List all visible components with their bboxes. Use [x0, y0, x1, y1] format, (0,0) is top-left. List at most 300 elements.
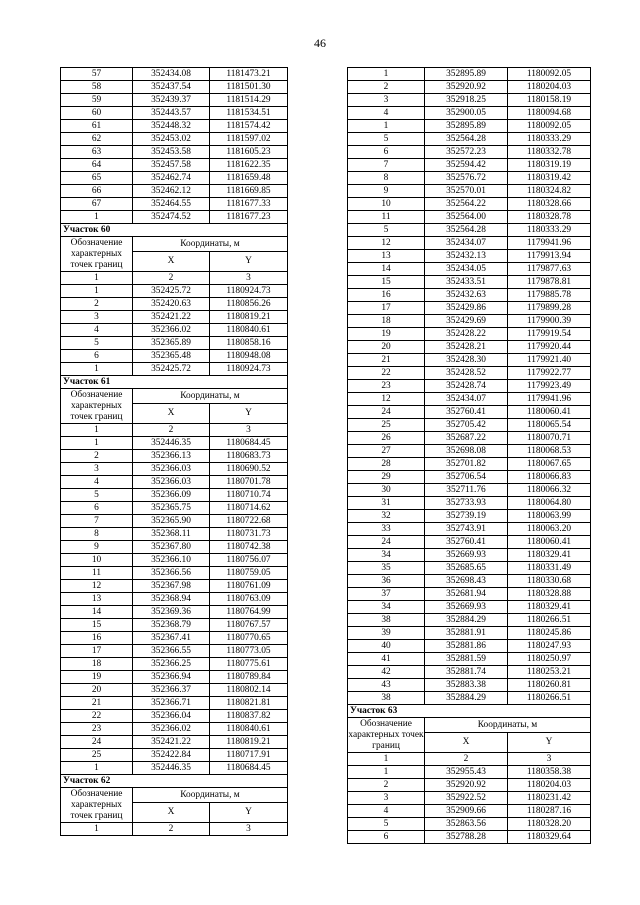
y-coordinate-cell: 1180683.73 [210, 450, 288, 463]
y-coordinate-cell: 1180717.91 [210, 749, 288, 762]
point-number-cell: 41 [348, 653, 425, 666]
y-coordinate-cell: 1180731.73 [210, 528, 288, 541]
table-row [348, 831, 591, 844]
x-coordinate-cell: 352884.29 [425, 614, 508, 627]
table-row [61, 476, 288, 489]
y-coordinate-cell: 1180767.57 [210, 619, 288, 632]
section-title-row [61, 775, 288, 788]
x-coordinate-cell: 352457.58 [133, 159, 210, 172]
x-coordinate-cell: 352884.29 [425, 692, 508, 705]
y-coordinate-cell: 1180092.05 [508, 120, 591, 133]
table-row [348, 588, 591, 601]
point-number-cell: 26 [348, 432, 425, 445]
point-number-cell: 43 [348, 679, 425, 692]
table-row [61, 107, 288, 120]
column-number: 2 [133, 272, 210, 285]
x-coordinate-cell: 352369.36 [133, 606, 210, 619]
x-coordinate-cell: 352920.92 [425, 779, 508, 792]
point-number-cell: 1 [61, 437, 133, 450]
point-number-cell: 24 [348, 406, 425, 419]
x-coordinate-cell: 352955.43 [425, 766, 508, 779]
x-coordinate-cell: 352705.42 [425, 419, 508, 432]
y-coordinate-cell: 1180063.99 [508, 510, 591, 523]
x-coordinate-cell: 352920.92 [425, 81, 508, 94]
table-row [348, 315, 591, 328]
y-coordinate-cell: 1180948.08 [210, 350, 288, 363]
x-coordinate-cell: 352453.58 [133, 146, 210, 159]
x-coordinate-cell: 352366.56 [133, 567, 210, 580]
point-number-cell: 21 [61, 697, 133, 710]
y-coordinate-cell: 1179923.49 [508, 380, 591, 393]
x-coordinate-cell: 352788.28 [425, 831, 508, 844]
x-coordinate-cell: 352437.54 [133, 81, 210, 94]
x-coordinate-cell: 352453.02 [133, 133, 210, 146]
y-coordinate-cell: 1180158.19 [508, 94, 591, 107]
y-coordinate-cell: 1181605.23 [210, 146, 288, 159]
x-header: X [133, 404, 210, 424]
point-number-cell: 19 [61, 671, 133, 684]
table-row [348, 766, 591, 779]
column-number: 3 [508, 753, 591, 766]
x-coordinate-cell: 352564.00 [425, 211, 508, 224]
point-number-cell: 1 [348, 766, 425, 779]
y-header: Y [508, 733, 591, 753]
table-row [61, 450, 288, 463]
table-row [61, 172, 288, 185]
table-row [61, 645, 288, 658]
x-coordinate-cell: 352365.75 [133, 502, 210, 515]
y-coordinate-cell: 1180066.83 [508, 471, 591, 484]
x-coordinate-cell: 352434.07 [425, 393, 508, 406]
x-coordinate-cell: 352900.05 [425, 107, 508, 120]
point-number-cell: 3 [61, 463, 133, 476]
y-coordinate-cell: 1180328.88 [508, 588, 591, 601]
x-coordinate-cell: 352739.19 [425, 510, 508, 523]
y-coordinate-cell: 1180690.52 [210, 463, 288, 476]
table-row [348, 818, 591, 831]
y-coordinate-cell: 1180329.64 [508, 831, 591, 844]
table-row [61, 658, 288, 671]
y-coordinate-cell: 1181514.29 [210, 94, 288, 107]
table-row [348, 484, 591, 497]
y-coordinate-cell: 1180231.42 [508, 792, 591, 805]
coordinates-header: Координаты, м [133, 389, 288, 404]
x-coordinate-cell: 352366.09 [133, 489, 210, 502]
table-row [348, 341, 591, 354]
table-row [61, 723, 288, 736]
point-number-cell: 7 [348, 159, 425, 172]
y-coordinate-cell: 1180092.05 [508, 68, 591, 81]
y-coordinate-cell: 1181597.02 [210, 133, 288, 146]
x-coordinate-cell: 352366.71 [133, 697, 210, 710]
point-number-cell: 4 [61, 324, 133, 337]
y-coordinate-cell: 1181473.21 [210, 68, 288, 81]
y-coordinate-cell: 1180684.45 [210, 762, 288, 775]
y-coordinate-cell: 1180066.32 [508, 484, 591, 497]
point-number-cell: 12 [61, 580, 133, 593]
y-coordinate-cell: 1180287.16 [508, 805, 591, 818]
table-row [348, 237, 591, 250]
table-row [348, 81, 591, 94]
table-row [61, 606, 288, 619]
designation-header: Обозначение характерных точек границ [61, 389, 133, 424]
table-row [348, 289, 591, 302]
table-row [348, 653, 591, 666]
x-coordinate-cell: 352760.41 [425, 406, 508, 419]
x-coordinate-cell: 352881.86 [425, 640, 508, 653]
y-coordinate-cell: 1181669.85 [210, 185, 288, 198]
x-coordinate-cell: 352366.10 [133, 554, 210, 567]
x-coordinate-cell: 352367.41 [133, 632, 210, 645]
y-coordinate-cell: 1180764.99 [210, 606, 288, 619]
y-coordinate-cell: 1180330.68 [508, 575, 591, 588]
table-row [61, 94, 288, 107]
table-row [348, 185, 591, 198]
header-row [61, 389, 288, 404]
table-row [61, 133, 288, 146]
x-coordinate-cell: 352366.94 [133, 671, 210, 684]
table-row [348, 263, 591, 276]
y-coordinate-cell: 1181677.33 [210, 198, 288, 211]
column-number: 2 [133, 424, 210, 437]
y-coordinate-cell: 1180761.09 [210, 580, 288, 593]
table-row [61, 324, 288, 337]
y-coordinate-cell: 1180333.29 [508, 133, 591, 146]
x-coordinate-cell: 352570.01 [425, 185, 508, 198]
x-coordinate-cell: 352564.22 [425, 198, 508, 211]
section-title-row [61, 224, 288, 237]
point-number-cell: 18 [61, 658, 133, 671]
x-coordinate-cell: 352366.04 [133, 710, 210, 723]
x-coordinate-cell: 352420.63 [133, 298, 210, 311]
x-coordinate-cell: 352367.80 [133, 541, 210, 554]
y-header: Y [210, 404, 288, 424]
x-coordinate-cell: 352576.72 [425, 172, 508, 185]
x-coordinate-cell: 352698.43 [425, 575, 508, 588]
y-coordinate-cell: 1180328.66 [508, 198, 591, 211]
x-coordinate-cell: 352863.56 [425, 818, 508, 831]
point-number-cell: 12 [348, 237, 425, 250]
point-number-cell: 33 [348, 523, 425, 536]
y-coordinate-cell: 1179941.96 [508, 237, 591, 250]
x-coordinate-cell: 352368.79 [133, 619, 210, 632]
y-coordinate-cell: 1179885.78 [508, 289, 591, 302]
y-coordinate-cell: 1180063.20 [508, 523, 591, 536]
header-row [348, 718, 591, 733]
x-coordinate-cell: 352421.22 [133, 311, 210, 324]
point-number-cell: 5 [348, 133, 425, 146]
y-coordinate-cell: 1180756.07 [210, 554, 288, 567]
table-row [61, 593, 288, 606]
point-number-cell: 27 [348, 445, 425, 458]
y-coordinate-cell: 1180701.78 [210, 476, 288, 489]
point-number-cell: 5 [61, 489, 133, 502]
table-row [61, 580, 288, 593]
table-row [61, 198, 288, 211]
y-coordinate-cell: 1180250.97 [508, 653, 591, 666]
table-row [61, 211, 288, 224]
table-row [61, 710, 288, 723]
table-row [348, 549, 591, 562]
table-row [348, 562, 591, 575]
section-title-row [61, 376, 288, 389]
designation-header: Обозначение характерных точек границ [61, 788, 133, 823]
y-coordinate-cell: 1179920.44 [508, 341, 591, 354]
point-number-cell: 14 [61, 606, 133, 619]
x-coordinate-cell: 352366.13 [133, 450, 210, 463]
y-coordinate-cell: 1180819.21 [210, 311, 288, 324]
point-number-cell: 17 [61, 645, 133, 658]
y-coordinate-cell: 1181659.48 [210, 172, 288, 185]
y-coordinate-cell: 1179900.39 [508, 315, 591, 328]
y-coordinate-cell: 1180070.71 [508, 432, 591, 445]
y-coordinate-cell: 1180789.84 [210, 671, 288, 684]
section-title-row [348, 705, 591, 718]
y-coordinate-cell: 1180722.68 [210, 515, 288, 528]
point-number-cell: 37 [348, 588, 425, 601]
table-row [61, 159, 288, 172]
point-number-cell: 1 [61, 762, 133, 775]
y-coordinate-cell: 1180770.65 [210, 632, 288, 645]
table-row [61, 528, 288, 541]
x-coordinate-cell: 352366.55 [133, 645, 210, 658]
y-coordinate-cell: 1180714.62 [210, 502, 288, 515]
table-row [61, 285, 288, 298]
y-coordinate-cell: 1180329.41 [508, 601, 591, 614]
x-coordinate-cell: 352425.72 [133, 363, 210, 376]
point-number-cell: 7 [61, 515, 133, 528]
x-coordinate-cell: 352564.28 [425, 224, 508, 237]
table-row [61, 337, 288, 350]
table-row [61, 68, 288, 81]
x-coordinate-cell: 352760.41 [425, 536, 508, 549]
x-coordinate-cell: 352564.28 [425, 133, 508, 146]
x-coordinate-cell: 352572.23 [425, 146, 508, 159]
table-row [348, 120, 591, 133]
column-number-row [61, 424, 288, 437]
table-row [348, 133, 591, 146]
y-coordinate-cell: 1181677.23 [210, 211, 288, 224]
table-row [61, 749, 288, 762]
section-title: Участок 63 [348, 705, 591, 718]
table-row [348, 575, 591, 588]
point-number-cell: 23 [348, 380, 425, 393]
x-coordinate-cell: 352428.30 [425, 354, 508, 367]
y-coordinate-cell: 1180067.65 [508, 458, 591, 471]
y-coordinate-cell: 1179921.40 [508, 354, 591, 367]
table-row [348, 458, 591, 471]
y-coordinate-cell: 1181622.35 [210, 159, 288, 172]
column-number-row [61, 823, 288, 836]
x-coordinate-cell: 352365.90 [133, 515, 210, 528]
table-row [61, 350, 288, 363]
y-coordinate-cell: 1180840.61 [210, 723, 288, 736]
y-coordinate-cell: 1180924.73 [210, 363, 288, 376]
point-number-cell: 34 [348, 549, 425, 562]
y-coordinate-cell: 1180802.14 [210, 684, 288, 697]
table-row [348, 432, 591, 445]
point-number-cell: 9 [61, 541, 133, 554]
table-row [61, 185, 288, 198]
x-coordinate-cell: 352594.42 [425, 159, 508, 172]
point-number-cell: 13 [61, 593, 133, 606]
table-row [61, 363, 288, 376]
column-number: 1 [61, 272, 133, 285]
point-number-cell: 16 [348, 289, 425, 302]
y-coordinate-cell: 1180332.78 [508, 146, 591, 159]
x-coordinate-cell: 352909.66 [425, 805, 508, 818]
point-number-cell: 1 [61, 285, 133, 298]
table-row [348, 94, 591, 107]
point-number-cell: 11 [348, 211, 425, 224]
x-coordinate-cell: 352366.03 [133, 463, 210, 476]
section-title: Участок 61 [61, 376, 288, 389]
x-coordinate-cell: 352711.76 [425, 484, 508, 497]
table-row [348, 172, 591, 185]
y-coordinate-cell: 1179878.81 [508, 276, 591, 289]
point-number-cell: 40 [348, 640, 425, 653]
table-row [61, 502, 288, 515]
y-coordinate-cell: 1180763.09 [210, 593, 288, 606]
x-coordinate-cell: 352368.94 [133, 593, 210, 606]
x-coordinate-cell: 352366.25 [133, 658, 210, 671]
table-row [348, 679, 591, 692]
left-coordinates-table [60, 67, 287, 836]
x-coordinate-cell: 352422.84 [133, 749, 210, 762]
y-coordinate-cell: 1179941.96 [508, 393, 591, 406]
x-coordinate-cell: 352425.72 [133, 285, 210, 298]
table-row [348, 523, 591, 536]
y-coordinate-cell: 1180060.41 [508, 536, 591, 549]
column-number-row [348, 753, 591, 766]
point-number-cell: 67 [61, 198, 133, 211]
x-coordinate-cell: 352687.22 [425, 432, 508, 445]
column-number: 3 [210, 823, 288, 836]
table-row [61, 541, 288, 554]
table-row [61, 762, 288, 775]
y-coordinate-cell: 1179877.63 [508, 263, 591, 276]
point-number-cell: 66 [61, 185, 133, 198]
table-row [61, 298, 288, 311]
point-number-cell: 10 [61, 554, 133, 567]
x-coordinate-cell: 352698.08 [425, 445, 508, 458]
table-row [348, 640, 591, 653]
table-row [348, 211, 591, 224]
point-number-cell: 31 [348, 497, 425, 510]
x-coordinate-cell: 352366.03 [133, 476, 210, 489]
x-coordinate-cell: 352421.22 [133, 736, 210, 749]
y-coordinate-cell: 1180328.78 [508, 211, 591, 224]
y-coordinate-cell: 1180094.68 [508, 107, 591, 120]
point-number-cell: 38 [348, 614, 425, 627]
column-number: 2 [133, 823, 210, 836]
table-row [348, 354, 591, 367]
x-coordinate-cell: 352366.02 [133, 723, 210, 736]
x-coordinate-cell: 352881.74 [425, 666, 508, 679]
y-coordinate-cell: 1180856.26 [210, 298, 288, 311]
point-number-cell: 30 [348, 484, 425, 497]
point-number-cell: 6 [348, 831, 425, 844]
point-number-cell: 39 [348, 627, 425, 640]
y-coordinate-cell: 1181501.30 [210, 81, 288, 94]
point-number-cell: 23 [61, 723, 133, 736]
table-row [61, 120, 288, 133]
x-coordinate-cell: 352432.63 [425, 289, 508, 302]
column-number: 3 [210, 272, 288, 285]
point-number-cell: 4 [348, 805, 425, 818]
y-coordinate-cell: 1180710.74 [210, 489, 288, 502]
table-row [348, 471, 591, 484]
table-row [348, 614, 591, 627]
x-coordinate-cell: 352367.98 [133, 580, 210, 593]
x-coordinate-cell: 352428.74 [425, 380, 508, 393]
y-coordinate-cell: 1180328.20 [508, 818, 591, 831]
point-number-cell: 8 [61, 528, 133, 541]
point-number-cell: 9 [348, 185, 425, 198]
point-number-cell: 2 [348, 779, 425, 792]
table-row [348, 302, 591, 315]
point-number-cell: 2 [348, 81, 425, 94]
header-row [61, 237, 288, 252]
point-number-cell: 25 [61, 749, 133, 762]
column-number: 1 [61, 823, 133, 836]
y-coordinate-cell: 1181534.51 [210, 107, 288, 120]
x-coordinate-cell: 352733.93 [425, 497, 508, 510]
x-coordinate-cell: 352434.05 [425, 263, 508, 276]
point-number-cell: 12 [348, 393, 425, 406]
table-row [348, 159, 591, 172]
point-number-cell: 65 [61, 172, 133, 185]
table-row [348, 536, 591, 549]
page-number: 46 [314, 36, 326, 50]
point-number-cell: 59 [61, 94, 133, 107]
y-coordinate-cell: 1180260.81 [508, 679, 591, 692]
y-coordinate-cell: 1180266.51 [508, 614, 591, 627]
point-number-cell: 3 [348, 792, 425, 805]
point-number-cell: 2 [61, 450, 133, 463]
y-coordinate-cell: 1180247.93 [508, 640, 591, 653]
y-coordinate-cell: 1180060.41 [508, 406, 591, 419]
coordinates-header: Координаты, м [425, 718, 591, 733]
point-number-cell: 22 [348, 367, 425, 380]
point-number-cell: 29 [348, 471, 425, 484]
point-number-cell: 8 [348, 172, 425, 185]
point-number-cell: 24 [348, 536, 425, 549]
x-header: X [425, 733, 508, 753]
x-coordinate-cell: 352922.52 [425, 792, 508, 805]
point-number-cell: 60 [61, 107, 133, 120]
column-number-row [61, 272, 288, 285]
point-number-cell: 24 [61, 736, 133, 749]
y-coordinate-cell: 1180858.16 [210, 337, 288, 350]
point-number-cell: 35 [348, 562, 425, 575]
point-number-cell: 11 [61, 567, 133, 580]
x-coordinate-cell: 352366.02 [133, 324, 210, 337]
section-title: Участок 62 [61, 775, 288, 788]
y-coordinate-cell: 1180819.21 [210, 736, 288, 749]
table-row [348, 792, 591, 805]
x-coordinate-cell: 352429.69 [425, 315, 508, 328]
table-row [61, 311, 288, 324]
coordinates-header: Координаты, м [133, 788, 288, 803]
table-row [61, 736, 288, 749]
table-row [61, 463, 288, 476]
point-number-cell: 3 [61, 311, 133, 324]
y-coordinate-cell: 1179899.28 [508, 302, 591, 315]
x-header: X [133, 252, 210, 272]
table-row [348, 380, 591, 393]
table-row [348, 224, 591, 237]
